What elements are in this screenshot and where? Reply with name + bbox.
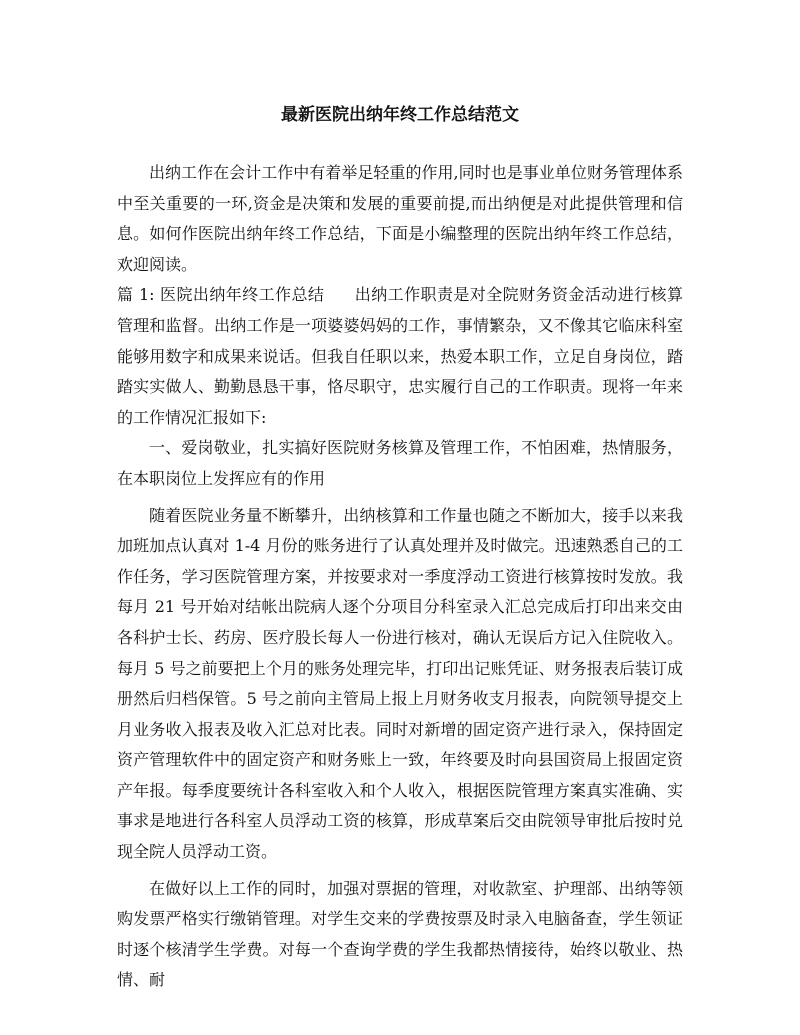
intro-paragraph: 出纳工作在会计工作中有着举足轻重的作用,同时也是事业单位财务管理体系中至关重要的一环,资金是决策和发展的重要前提,而出纳便是对此提供管理和信息。如何作医院出纳年终工作总结，下面是小编整理的医院出纳年终工作总结，欢迎阅读。 <box>117 163 683 274</box>
document-title: 最新医院出纳年终工作总结范文 <box>281 105 519 125</box>
chapter-label: 篇 1: 医院出纳年终工作总结 <box>117 285 325 305</box>
chapter-text: 出纳工作职责是对全院财务资金活动进行核算管理和监督。出纳工作是一项婆婆妈妈的工作，事情繁杂，又不像其它临床科室能够用数字和成果来说话。但我自任职以来，热爱本职工作，立足自身岗位，踏踏实实做人、勤勤恳恳干事，恪尽职守，忠实履行自己的工作职责。现将一年来的工作情况汇报如下: <box>117 285 683 427</box>
section-heading: 一、爱岗敬业，扎实搞好医院财务核算及管理工作，不怕困难，热情服务，在本职岗位上发挥应有的作用 <box>117 438 683 488</box>
body-paragraph: 在做好以上工作的同时，加强对票据的管理，对收款室、护理部、出纳等领购发票严格实行缴销管理。对学生交来的学费按票及时录入电脑备查，学生领证时逐个核清学生学费。对每一个查询学费的学生我都热情接待，始终以敬业、热情、耐 <box>117 878 683 990</box>
body-paragraph: 随着医院业务量不断攀升，出纳核算和工作量也随之不断加大，接手以来我加班加点认真对 1-4 月份的账务进行了认真处理并及时做完。迅速熟悉自己的工作任务，学习医院管理方案，并按要求对一季度浮动工资进行核算按时发放。我每月 21 号开始对结帐出院病人逐个分项目分科室录入汇总完成后打印出来交由各科护士长、药房、医疗股长每人一份进行核对，确认无误后方记入住院收入。每月 5 号之前要把上个月的账务处理完毕，打印出记账凭证、财务报表后装订成册然后归档保管。5 号之前向主管局上报上月财务收支月报表，向院领导提交上月业务收入报表及收入汇总对比表。同时对新增的固定资产进行录入，保持固定资产管理软件中的固定资产和财务账上一致，年终要及时向县国资局上报固定资产年报。每季度要统计各科室收入和个人收入，根据医院管理方案真实准确、实事求是地进行各科室人员浮动工资的核算，形成草案后交由院领导审批后按时兑现全院人员浮动工资。 <box>117 505 683 862</box>
document-body <box>117 158 683 996</box>
chapter-paragraph <box>117 280 683 433</box>
